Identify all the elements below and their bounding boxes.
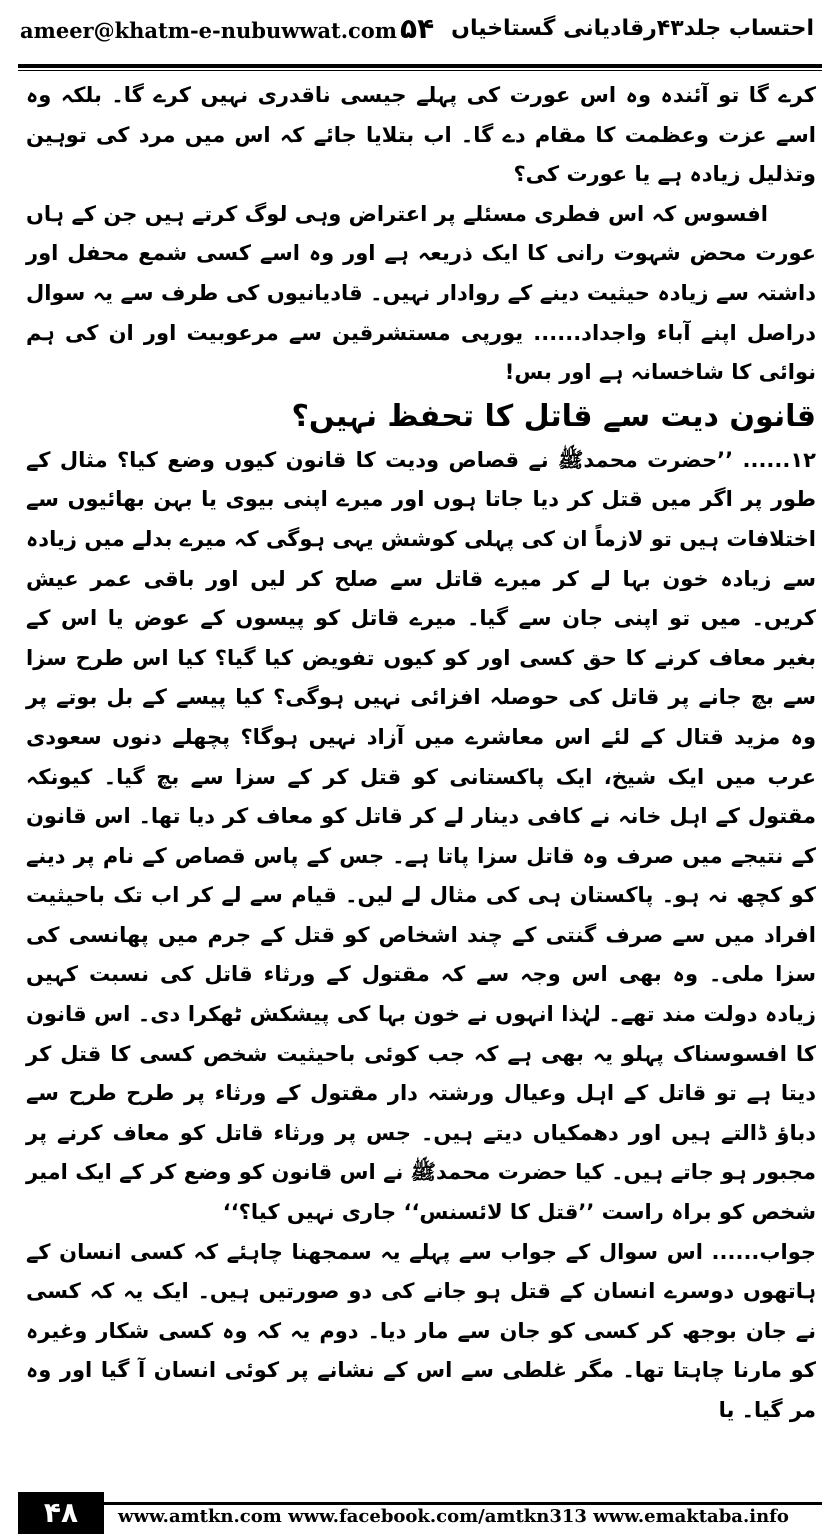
footer-page-number: ۴۸ — [18, 1492, 104, 1534]
header-email: ameer@khatm-e-nubuwwat.com — [20, 18, 398, 43]
answer-paragraph: جواب...... اس سوال کے جواب سے پہلے یہ سمجھنا چاہئے کہ کسی انسان کے ہاتھوں دوسرے انسان کے قتل ہو جانے کی دو صورتیں ہیں۔ ایک یہ کہ کسی نے جان بوجھ کر کسی کو جان سے مار دیا۔ دوم یہ کہ وہ کسی شکار وغیرہ کو مارنا چاہتا تھا۔ مگر غلطی سے اس کے نشانے پر کوئی انسان آ گیا اور وہ مر گیا۔ یا — [26, 1239, 816, 1422]
page-footer — [0, 1488, 840, 1540]
paragraph-objection: افسوس کہ اس فطری مسئلے پر اعتراض وہی لوگ کرتے ہیں جن کے ہاں عورت محض شہوت رانی کا ایک ذریعہ ہے اور وہ اسے کسی شمع محفل اور داشتہ سے زیادہ حیثیت دینے کے روادار نہیں۔ قادیانیوں کی طرف سے یہ سوال دراصل اپنے آباء واجداد...... یورپی مستشرقین سے مرعوبیت اور ان کی ہم نوائی کا شاخسانہ ہے اور بس! — [26, 201, 816, 385]
paragraph-continuation: کرے گا تو آئندہ وہ اس عورت کی پہلے جیسی ناقدری نہیں کرے گا۔ بلکہ وہ اسے عزت وعظمت کا مقام دے گا۔ اب بتلایا جائے کہ اس میں مرد کی توہین وتذلیل زیادہ ہے یا عورت کی؟ — [26, 83, 816, 187]
header-title: احتساب جلد۴۳رقادیانی گستاخیاں — [451, 16, 814, 41]
section-heading: قانون دیت سے قاتل کا تحفظ نہیں؟ — [291, 398, 816, 434]
header-rule — [18, 64, 822, 68]
header-rule-thin — [18, 70, 822, 71]
question-paragraph: ۱۲...... ’’حضرت محمدﷺ نے قصاص ودیت کا قانون کیوں وضع کیا؟ مثال کے طور پر اگر میں قتل کر دیا جاتا ہوں اور میرے اپنی بیوی یا بہن بھائیوں سے اختلافات ہیں تو لازماً ان کی پہلی کوشش یہی ہوگی کہ میرے بدلے میں زیادہ سے زیادہ خون بہا لے کر میرے قاتل سے صلح کر لیں اور باقی عمر عیش کریں۔ میں تو اپنی جان سے گیا۔ میرے قاتل کو پیسوں کے عوض یا اس کے بغیر معاف کرنے کا حق کسی اور کو کیوں تفویض کیا گیا؟ کیا اس طرح سزا سے بچ جانے پر قاتل کی حوصلہ افزائی نہیں ہوگی؟ کیا پیسے کے بل بوتے پر وہ مزید قتال کے لئے اس معاشرے میں آزاد نہیں ہوگا؟ پچھلے دنوں سعودی عرب میں ایک شیخ، ایک پاکستانی کو قتل کر کے سزا سے بچ گیا۔ کیونکہ مقتول کے اہل خانہ نے کافی دینار لے کر قاتل کو معاف کر دیا تھا۔ اس قانون کے نتیجے میں صرف وہ قاتل سزا پاتا ہے۔ جس کے پاس قصاص کے نام پر دینے کو کچھ نہ ہو۔ پاکستان ہی کی مثال لے لیں۔ قیام سے لے کر اب تک باحیثیت افراد میں سے صرف گنتی کے چند اشخاص کو قتل کے جرم میں پھانسی کی سزا ملی۔ وہ بھی اس وجہ سے کہ مقتول کے ورثاء قاتل کی نسبت کہیں زیادہ دولت مند تھے۔ لہٰذا انہوں نے خون بہا کی پیشکش ٹھکرا دی۔ اس قانون کا افسوسناک پہلو یہ بھی ہے کہ جب کوئی باحیثیت شخص کسی کا قتل کر دیتا ہے تو قاتل کے اہل وعیال ورشتہ دار مقتول کے ورثاء پر طرح طرح سے دباؤ ڈالتے ہیں اور دھمکیاں دیتے ہیں۔ جس پر ورثاء قاتل کو معاف کرنے پر مجبور ہو جاتے ہیں۔ کیا حضرت محمدﷺ نے اس قانون کو وضع کر کے ایک امیر شخص کو براہ راست ’’قتل کا لائسنس‘‘ جاری نہیں کیا؟‘‘ — [26, 447, 816, 1225]
header-page-number: ۵۴ — [400, 12, 435, 45]
footer-rule — [18, 1502, 822, 1505]
footer-links: www.amtkn.com www.facebook.com/amtkn313 www.emaktaba.info — [118, 1506, 789, 1527]
page-body — [26, 76, 816, 1431]
page-header — [0, 0, 840, 62]
